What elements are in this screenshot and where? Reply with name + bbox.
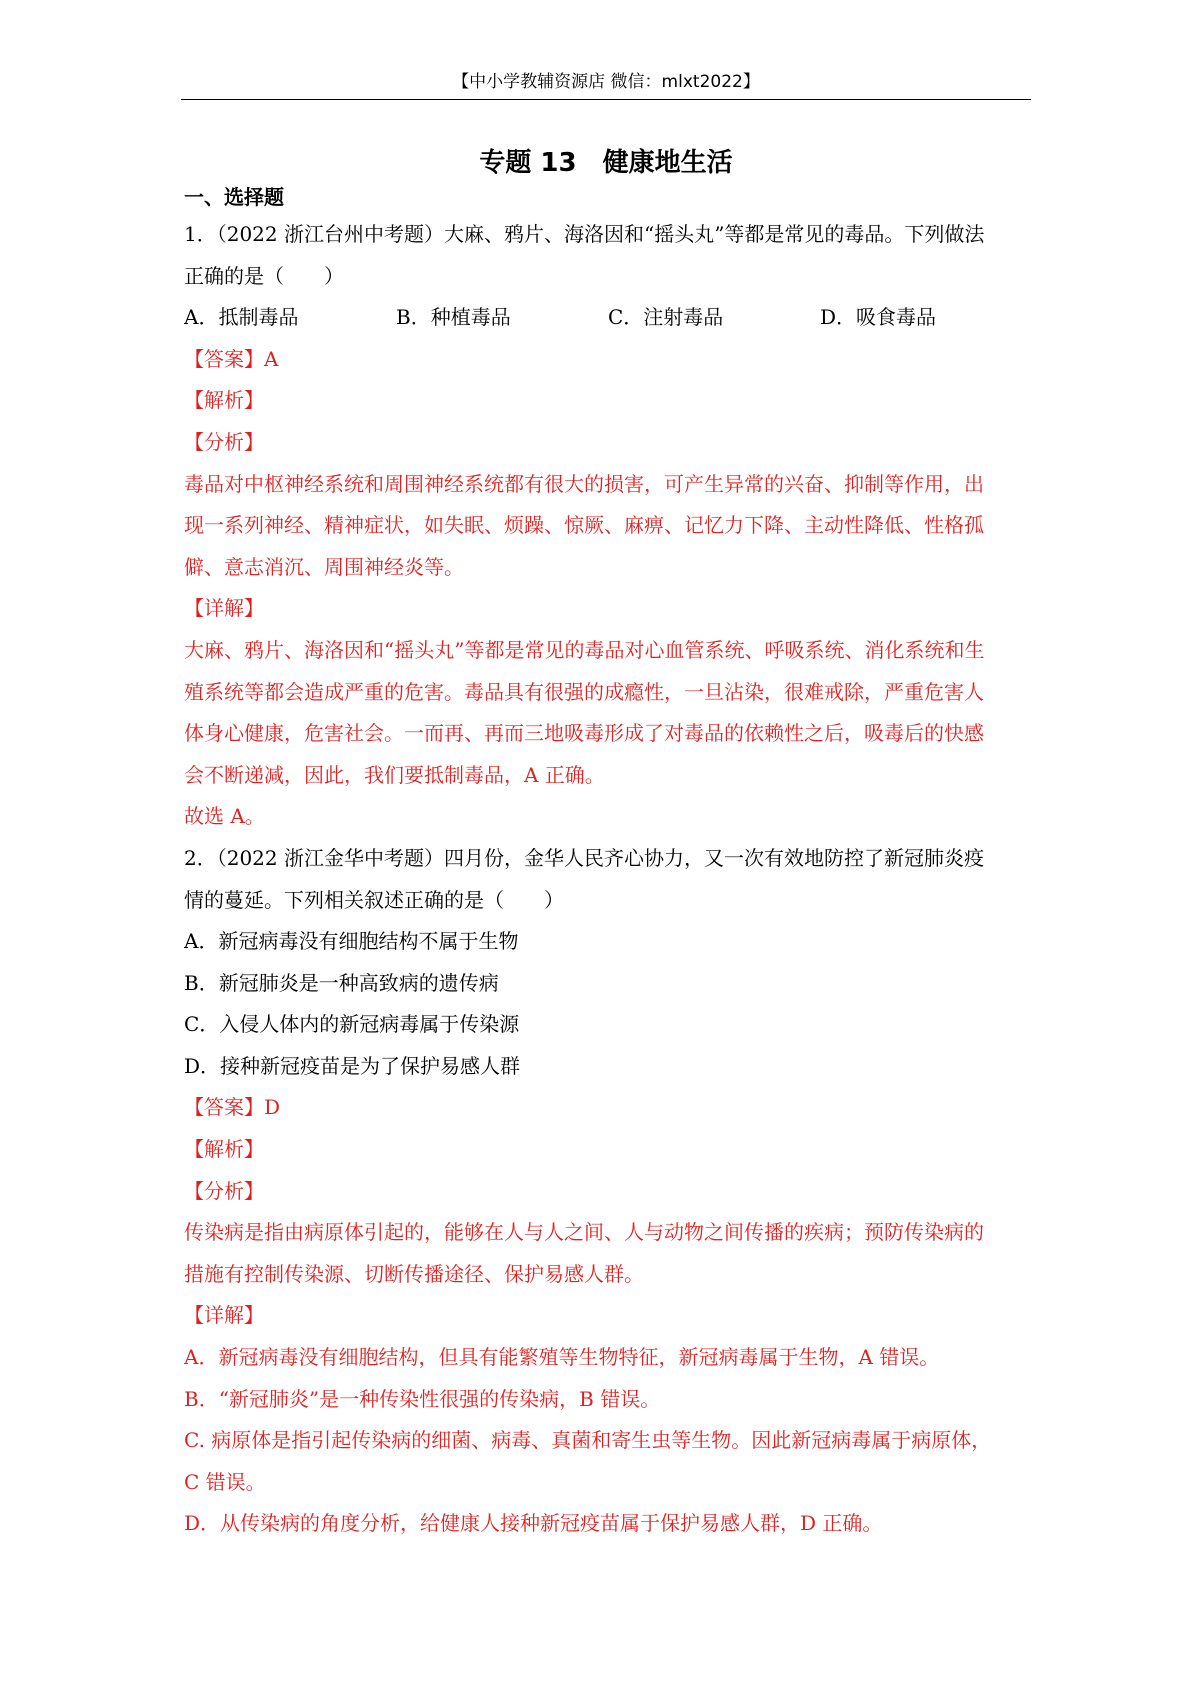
question-1 bbox=[184, 214, 1034, 838]
option-b: B．种植毒品 bbox=[396, 305, 511, 330]
question-stem-line: 正确的是（ ） bbox=[184, 263, 344, 288]
page-header: 【中小学教辅资源店 微信：mlxt2022】 bbox=[452, 72, 760, 92]
detail-line: C. 病原体是指引起传染病的细菌、病毒、真菌和寄生虫等生物。因此新冠病毒属于病原体， bbox=[184, 1428, 992, 1453]
detail-line: 会不断递减，因此，我们要抵制毒品，A 正确。 bbox=[184, 762, 605, 787]
document-title: 专题 13 健康地生活 bbox=[479, 148, 733, 178]
analysis-line: 毒品对中枢神经系统和周围神经系统都有很大的损害，可产生异常的兴奋、抑制等作用，出 bbox=[184, 471, 984, 496]
detail-line: 体身心健康，危害社会。一而再、再而三地吸毒形成了对毒品的依赖性之后，吸毒后的快感 bbox=[184, 721, 984, 746]
option-a: A．新冠病毒没有细胞结构不属于生物 bbox=[184, 929, 519, 954]
analysis-line: 措施有控制传染源、切断传播途径、保护易感人群。 bbox=[184, 1261, 644, 1286]
option-b: B．新冠肺炎是一种高致病的遗传病 bbox=[184, 970, 499, 995]
detail-line: 大麻、鸦片、海洛因和“摇头丸”等都是常见的毒品对心血管系统、呼吸系统、消化系统和生 bbox=[184, 637, 985, 662]
answer-label: 【答案】D bbox=[184, 1095, 281, 1120]
detail-line: D．从传染病的角度分析，给健康人接种新冠疫苗属于保护易感人群，D 正确。 bbox=[184, 1511, 883, 1536]
explanation-label: 【解析】 bbox=[184, 1137, 264, 1162]
analysis-label: 【分析】 bbox=[184, 1178, 264, 1203]
answer-options bbox=[184, 297, 1034, 339]
header-divider bbox=[181, 99, 1031, 100]
option-c: C．注射毒品 bbox=[608, 305, 724, 330]
analysis-line: 现一系列神经、精神症状，如失眠、烦躁、惊厥、麻痹、记忆力下降、主动性降低、性格孤 bbox=[184, 513, 984, 538]
document-body bbox=[184, 180, 1034, 1545]
analysis-label: 【分析】 bbox=[184, 429, 264, 454]
detail-line: C 错误。 bbox=[184, 1469, 266, 1494]
detail-line: B．“新冠肺炎”是一种传染性很强的传染病，B 错误。 bbox=[184, 1386, 661, 1411]
question-stem-line: 2．（2022 浙江金华中考题）四月份，金华人民齐心协力，又一次有效地防控了新冠肺炎疫 bbox=[184, 845, 984, 870]
answer-label: 【答案】A bbox=[184, 346, 279, 371]
question-2 bbox=[184, 838, 1034, 1545]
detail-label: 【详解】 bbox=[184, 596, 264, 621]
analysis-line: 僻、意志消沉、周围神经炎等。 bbox=[184, 554, 464, 579]
option-d: D．吸食毒品 bbox=[820, 305, 937, 330]
option-d: D．接种新冠疫苗是为了保护易感人群 bbox=[184, 1053, 521, 1078]
explanation-label: 【解析】 bbox=[184, 388, 264, 413]
detail-line: A．新冠病毒没有细胞结构，但具有能繁殖等生物特征，新冠病毒属于生物，A 错误。 bbox=[184, 1345, 940, 1370]
section-heading: 一、选择题 bbox=[184, 185, 284, 209]
option-a: A．抵制毒品 bbox=[184, 305, 299, 330]
question-stem-line: 情的蔓延。下列相关叙述正确的是（ ） bbox=[184, 887, 564, 912]
analysis-line: 传染病是指由病原体引起的，能够在人与人之间、人与动物之间传播的疾病；预防传染病的 bbox=[184, 1220, 984, 1245]
option-c: C．入侵人体内的新冠病毒属于传染源 bbox=[184, 1012, 520, 1037]
question-stem-line: 1．（2022 浙江台州中考题）大麻、鸦片、海洛因和“摇头丸”等都是常见的毒品。下列做法 bbox=[184, 222, 985, 246]
detail-label: 【详解】 bbox=[184, 1303, 264, 1328]
detail-line: 殖系统等都会造成严重的危害。毒品具有很强的成瘾性，一旦沾染，很难戒除，严重危害人 bbox=[184, 679, 984, 704]
conclusion-line: 故选 A。 bbox=[184, 804, 265, 829]
